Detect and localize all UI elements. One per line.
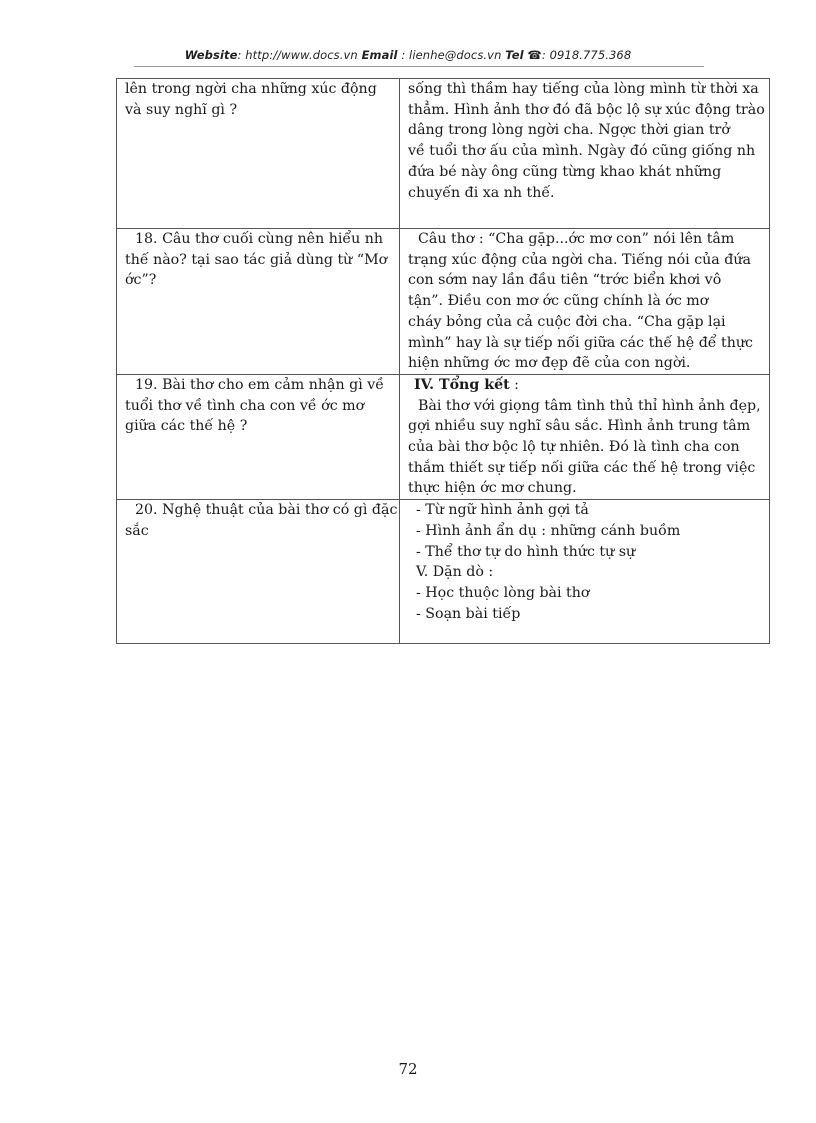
- answer-line: con sớm nay lần đầu tiên “trớc biển khơi vô: [408, 272, 722, 289]
- answer-line: - Thể thơ tự do hình thức tự sự: [416, 543, 636, 560]
- answer-line: thẳm. Hình ảnh thơ đó đã bộc lộ sự xúc động trào: [408, 101, 765, 118]
- answer-line: - Soạn bài tiếp: [416, 605, 521, 622]
- table-row: [117, 374, 770, 499]
- answer-line: hiện những ớc mơ đẹp đẽ của con ngời.: [408, 355, 691, 372]
- website-url[interactable]: : http://www.docs.vn: [237, 48, 358, 62]
- question-line: lên trong ngời cha những xúc động: [125, 81, 377, 97]
- answer-line: về tuổi thơ ấu của mình. Ngày đó cũng giống nh: [408, 143, 756, 160]
- answer-line: Câu thơ : “Cha gặp...ớc mơ con” nói lên tâm: [418, 231, 735, 247]
- tel-value: : 0918.775.368: [541, 48, 632, 62]
- answer-line: thắm thiết sự tiếp nối giữa các thế hệ trong việc: [408, 459, 756, 476]
- answer-line: Bài thơ với giọng tâm tình thủ thỉ hình ảnh đẹp,: [418, 397, 761, 414]
- question-line: 18. Câu thơ cuối cùng nên hiểu nh: [135, 231, 384, 247]
- section-heading-text: IV. Tổng kết: [414, 376, 510, 393]
- page-number: 72: [398, 1060, 418, 1078]
- question-cell: [117, 374, 400, 499]
- answer-cell: [400, 229, 770, 375]
- answer-line: chuyến đi xa nh thế.: [408, 184, 555, 201]
- question-line: sắc: [125, 522, 149, 539]
- answer-line: sống thì thầm hay tiếng của lòng mình từ thời xa: [408, 81, 759, 97]
- answer-line: mình” hay là sự tiếp nối giữa các thế hệ để thực: [408, 334, 753, 351]
- answer-cell: [400, 500, 770, 644]
- section-heading: [408, 375, 763, 396]
- answer-line: cháy bỏng của cả cuộc đời cha. “Cha gặp lại: [408, 313, 726, 330]
- question-line: tuổi thơ về tình cha con về ớc mơ: [125, 397, 365, 414]
- answer-line: thực hiện ớc mơ chung.: [408, 480, 577, 497]
- page-header: [0, 48, 816, 62]
- email-value[interactable]: : lienhe@docs.vn: [401, 48, 502, 62]
- answer-cell: [400, 79, 770, 229]
- table-row: [117, 79, 770, 229]
- answer-line: của bài thơ bộc lộ tự nhiên. Đó là tình cha con: [408, 439, 740, 456]
- header-divider: [134, 66, 704, 67]
- answer-line: trạng xúc động của ngời cha. Tiếng nói của đứa: [408, 251, 751, 268]
- email-label: Email: [361, 48, 398, 62]
- question-line: 20. Nghệ thuật của bài thơ có gì đặc: [135, 502, 398, 519]
- answer-line: - Từ ngữ hình ảnh gợi tả: [416, 502, 589, 519]
- question-line: giữa các thế hệ ?: [125, 418, 248, 435]
- answer-line: đứa bé này ông cũng từng khao khát những: [408, 163, 722, 180]
- question-cell: [117, 500, 400, 644]
- answer-line: dâng trong lòng ngời cha. Ngợc thời gian trở: [408, 122, 730, 139]
- section-heading: V. Dặn dò :: [416, 564, 494, 581]
- lesson-table: [116, 78, 770, 644]
- question-line: ớc”?: [125, 272, 157, 289]
- answer-line: - Hình ảnh ẩn dụ : những cánh buồm: [416, 522, 681, 539]
- section-heading-suffix: :: [509, 376, 519, 393]
- question-cell: [117, 79, 400, 229]
- answer-line: tận”. Điều con mơ ớc cũng chính là ớc mơ: [408, 293, 709, 310]
- answer-cell: [400, 374, 770, 499]
- table-row: [117, 229, 770, 375]
- question-line: và suy nghĩ gì ?: [125, 101, 238, 118]
- website-label: Website: [184, 48, 238, 62]
- answer-line: - Học thuộc lòng bài thơ: [416, 584, 590, 601]
- question-line: thế nào? tại sao tác giả dùng từ “Mơ: [125, 251, 388, 268]
- answer-line: gợi nhiều suy nghĩ sâu sắc. Hình ảnh trung tâm: [408, 418, 751, 435]
- question-line: 19. Bài thơ cho em cảm nhận gì về: [135, 376, 385, 393]
- table-row: [117, 500, 770, 644]
- tel-label: Tel: [505, 48, 524, 62]
- phone-icon: ☎: [527, 48, 542, 62]
- question-cell: [117, 229, 400, 375]
